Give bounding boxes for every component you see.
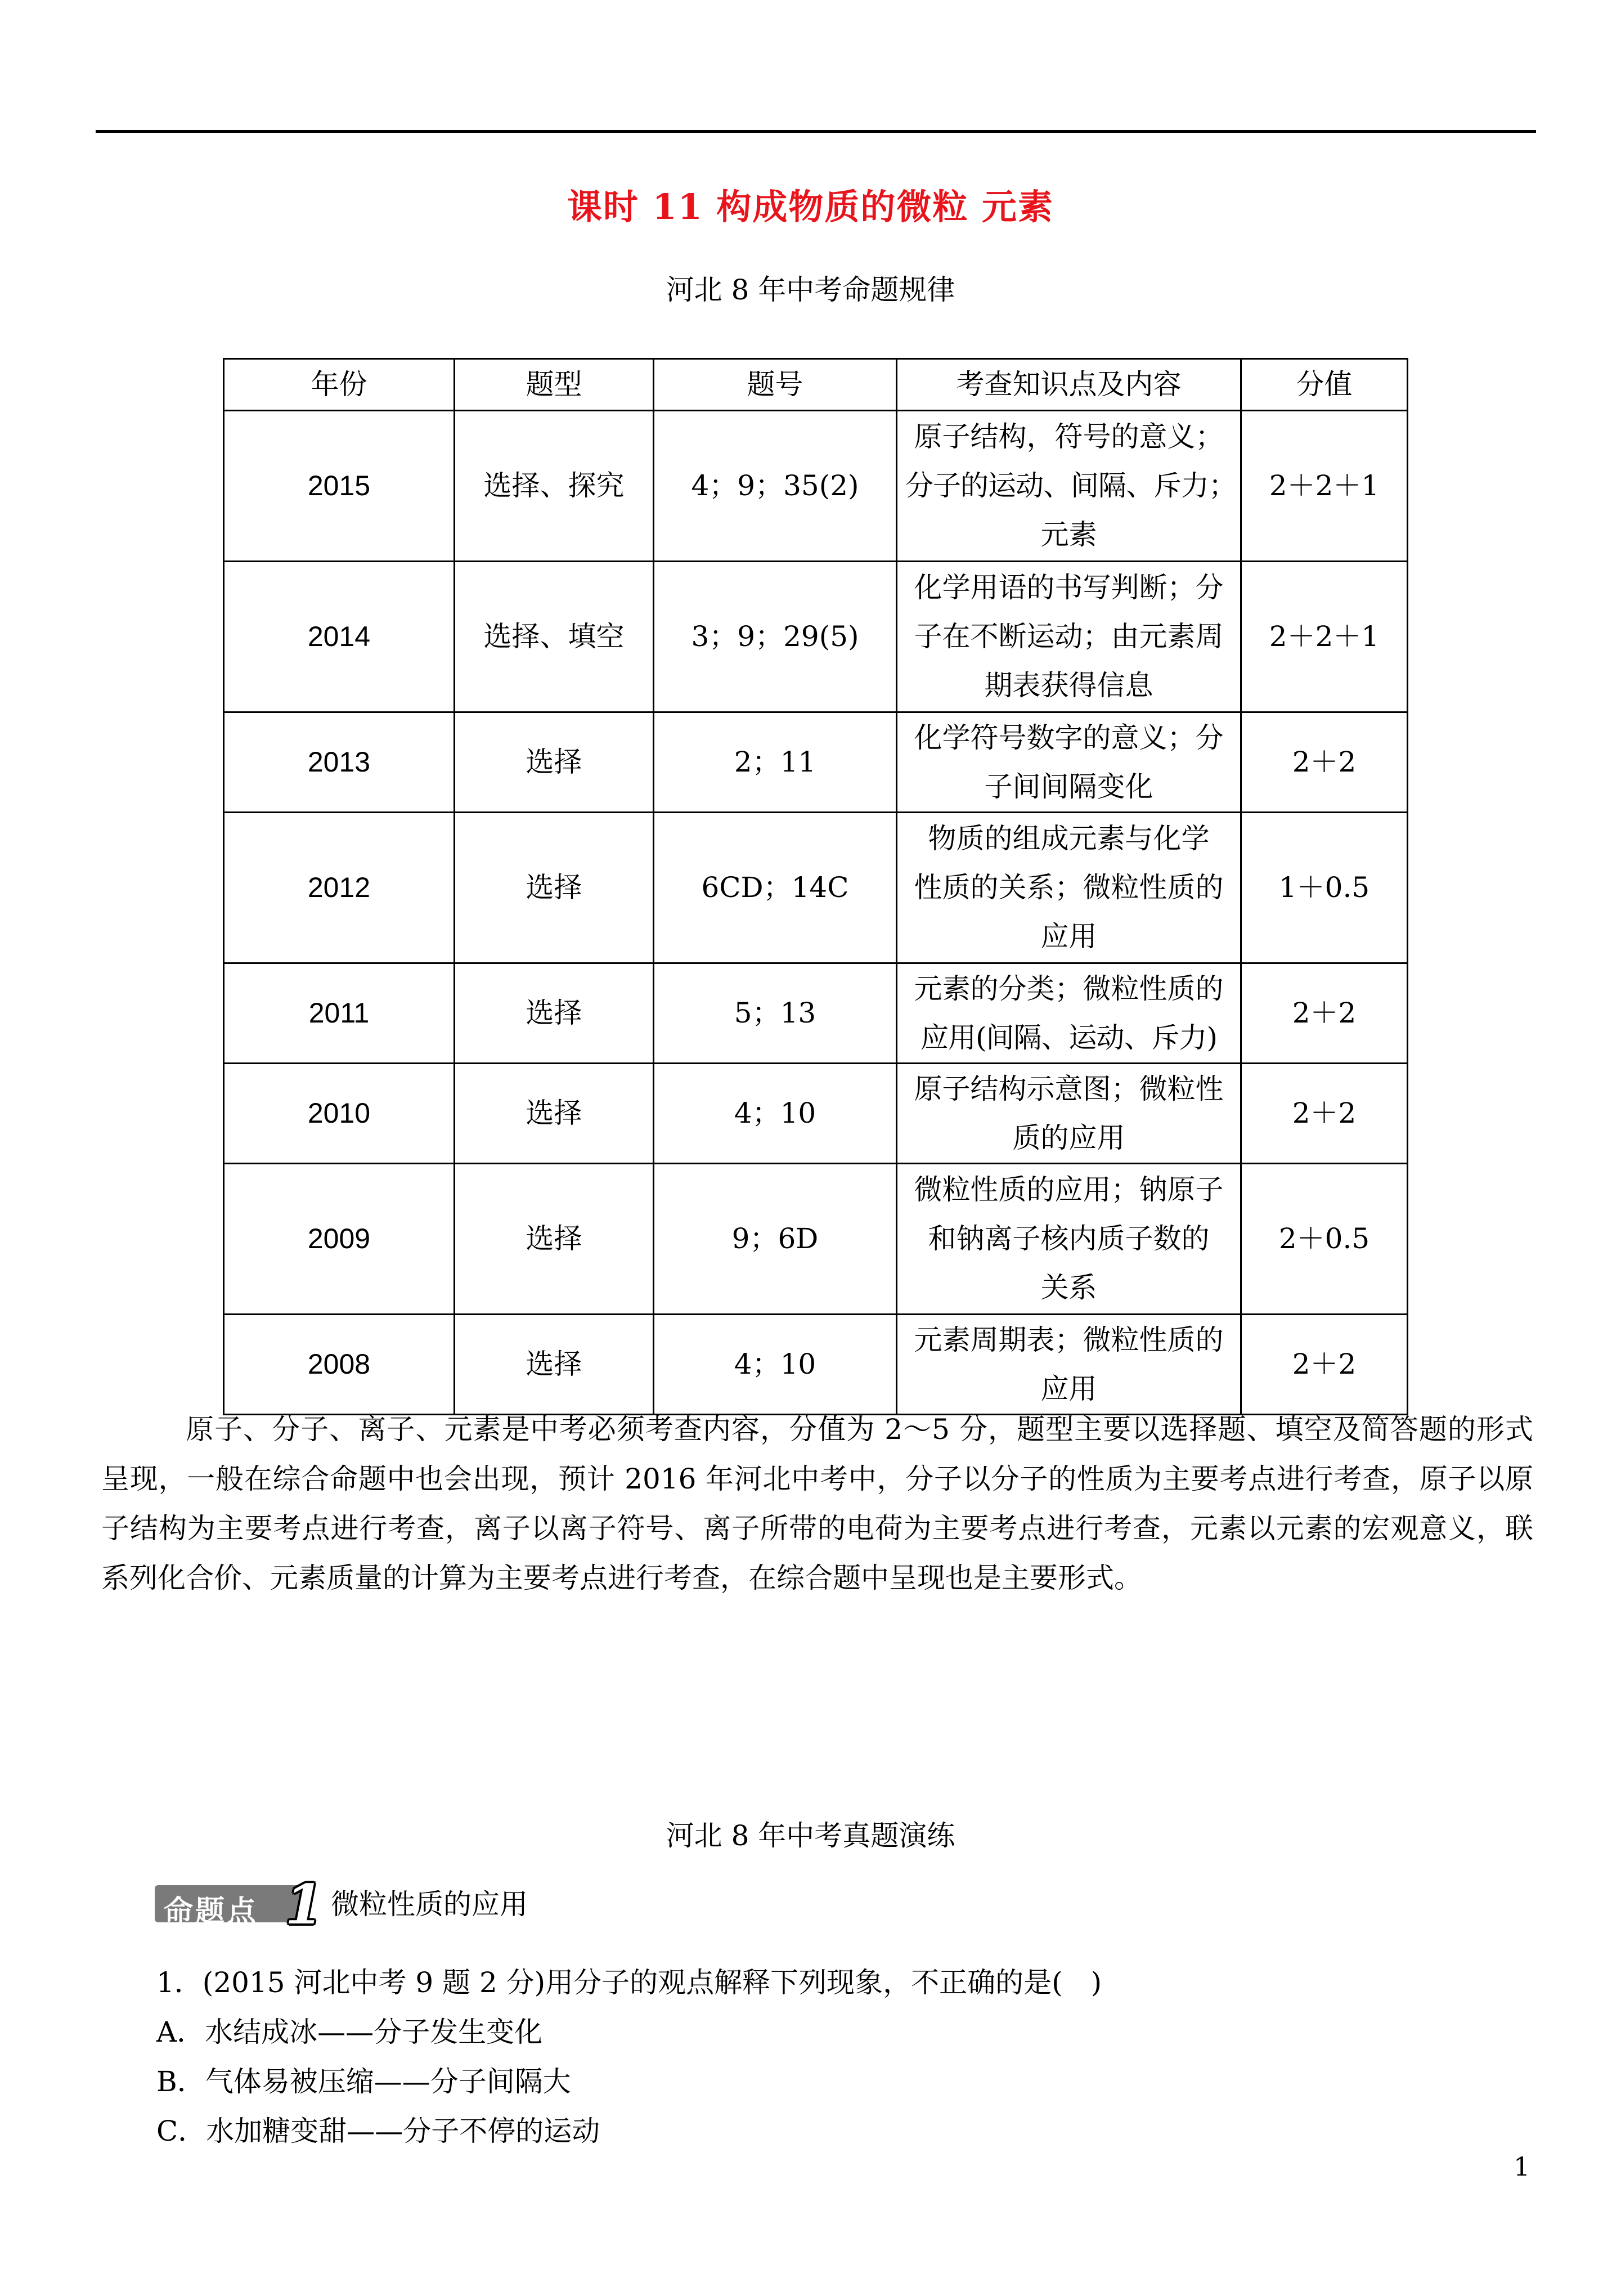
- cell-number: 6CD；14C: [654, 813, 897, 963]
- question-stem: 1．(2015 河北中考 9 题 2 分)用分子的观点解释下列现象，不正确的是( ): [156, 1966, 1102, 1999]
- content-line: 化学用语的书写判断；分: [914, 571, 1224, 604]
- top-rule: [96, 130, 1536, 133]
- content-line: 和钠离子核内质子数的: [928, 1222, 1210, 1255]
- table-row: [224, 712, 1408, 813]
- cell-score: 2＋2: [1241, 1064, 1408, 1164]
- content-line: 原子结构示意图；微粒性: [914, 1072, 1224, 1105]
- table-row: [224, 1064, 1408, 1164]
- table-header-row: [224, 359, 1408, 411]
- cell-year: 2013: [224, 712, 455, 813]
- cell-year: 2011: [224, 963, 455, 1064]
- question-option: A．水结成冰——分子发生变化: [156, 2016, 543, 2048]
- cell-score: 1＋0.5: [1241, 813, 1408, 963]
- cell-content: [897, 562, 1241, 712]
- header-content: 考查知识点及内容: [897, 359, 1241, 411]
- cell-number: 4；10: [654, 1315, 897, 1415]
- content-line: 物质的组成元素与化学: [928, 822, 1210, 855]
- cell-content: [897, 1315, 1241, 1415]
- content-line: 微粒性质的应用；钠原子: [914, 1173, 1224, 1206]
- cell-content: [897, 411, 1241, 562]
- cell-number: 2；11: [654, 712, 897, 813]
- content-line: 应用(间隔、运动、斥力): [920, 1021, 1217, 1054]
- cell-content: [897, 712, 1241, 813]
- table-row: [224, 411, 1408, 562]
- content-line: 分子的运动、间隔、斥力；: [905, 469, 1236, 502]
- proposition-point-header: [155, 1873, 528, 1936]
- content-line: 原子结构，符号的意义；: [914, 420, 1224, 453]
- cell-year: 2012: [224, 813, 455, 963]
- content-line: 质的应用: [1012, 1121, 1125, 1154]
- content-line: 化学符号数字的意义；分: [914, 721, 1224, 754]
- cell-score: 2＋2: [1241, 1315, 1408, 1415]
- cell-number: 4；9；35(2): [654, 411, 897, 562]
- proposition-point-title: 微粒性质的应用: [331, 1888, 528, 1921]
- cell-type: 选择、填空: [455, 562, 654, 712]
- cell-type: 选择、探究: [455, 411, 654, 562]
- table-row: [224, 562, 1408, 712]
- content-line: 元素的分类；微粒性质的: [914, 972, 1224, 1005]
- cell-score: 2＋2＋1: [1241, 411, 1408, 562]
- summary-paragraph: 原子、分子、离子、元素是中考必须考查内容，分值为 2～5 分，题型主要以选择题、填空及简答题的形式呈现，一般在综合命题中也会出现，预计 2016 年河北中考中，分子以分子的性质为主要考点进行考查，原子以原子结构为主要考点进行考查，离子以离子符号、离子所带的电荷为主要考点进行考查，元素以元素的宏观意义，联系列化合价、元素质量的计算为主要考点进行考查，在综合题中呈现也是主要形式。: [101, 1413, 1533, 1594]
- header-type: 题型: [455, 359, 654, 411]
- content-line: 子间间隔变化: [984, 770, 1153, 803]
- cell-number: 4；10: [654, 1064, 897, 1164]
- content-line: 应用: [1040, 920, 1097, 953]
- cell-number: 3；9；29(5): [654, 562, 897, 712]
- cell-content: [897, 1064, 1241, 1164]
- cell-year: 2015: [224, 411, 455, 562]
- exam-statistics-table: [223, 358, 1408, 1415]
- cell-year: 2010: [224, 1064, 455, 1164]
- cell-score: 2＋2＋1: [1241, 562, 1408, 712]
- table-row: [224, 1164, 1408, 1315]
- page-title: 课时 11 构成物质的微粒 元素: [567, 186, 1054, 227]
- cell-type: 选择: [455, 1064, 654, 1164]
- cell-score: 2＋2: [1241, 963, 1408, 1064]
- cell-type: 选择: [455, 1315, 654, 1415]
- header-number: 题号: [654, 359, 897, 411]
- cell-score: 2＋2: [1241, 712, 1408, 813]
- table-row: [224, 963, 1408, 1064]
- cell-year: 2009: [224, 1164, 455, 1315]
- content-line: 元素周期表；微粒性质的: [914, 1323, 1224, 1356]
- cell-type: 选择: [455, 712, 654, 813]
- cell-type: 选择: [455, 963, 654, 1064]
- cell-content: [897, 813, 1241, 963]
- content-line: 关系: [1040, 1271, 1097, 1304]
- table-row: [224, 813, 1408, 963]
- cell-number: 9；6D: [654, 1164, 897, 1315]
- page-number: 1: [1514, 2151, 1530, 2182]
- cell-year: 2014: [224, 562, 455, 712]
- section-title-practice: 河北 8 年中考真题演练: [666, 1819, 955, 1852]
- content-line: 期表获得信息: [984, 669, 1153, 702]
- cell-year: 2008: [224, 1315, 455, 1415]
- cell-score: 2＋0.5: [1241, 1164, 1408, 1315]
- content-line: 元素: [1040, 518, 1097, 551]
- content-line: 子在不断运动；由元素周: [914, 620, 1224, 653]
- badge-number: 1: [285, 1873, 323, 1936]
- cell-content: [897, 963, 1241, 1064]
- cell-type: 选择: [455, 1164, 654, 1315]
- section-title-rules: 河北 8 年中考命题规律: [666, 273, 955, 306]
- header-year: 年份: [224, 359, 455, 411]
- content-line: 应用: [1040, 1372, 1097, 1405]
- cell-content: [897, 1164, 1241, 1315]
- question-option: B．气体易被压缩——分子间隔大: [156, 2065, 571, 2098]
- proposition-badge: [155, 1873, 326, 1936]
- cell-number: 5；13: [654, 963, 897, 1064]
- badge-label: 命题点: [164, 1895, 259, 1929]
- cell-type: 选择: [455, 813, 654, 963]
- content-line: 性质的关系；微粒性质的: [914, 871, 1224, 904]
- table-row: [224, 1315, 1408, 1415]
- header-score: 分值: [1241, 359, 1408, 411]
- question-option: C．水加糖变甜——分子不停的运动: [156, 2115, 600, 2147]
